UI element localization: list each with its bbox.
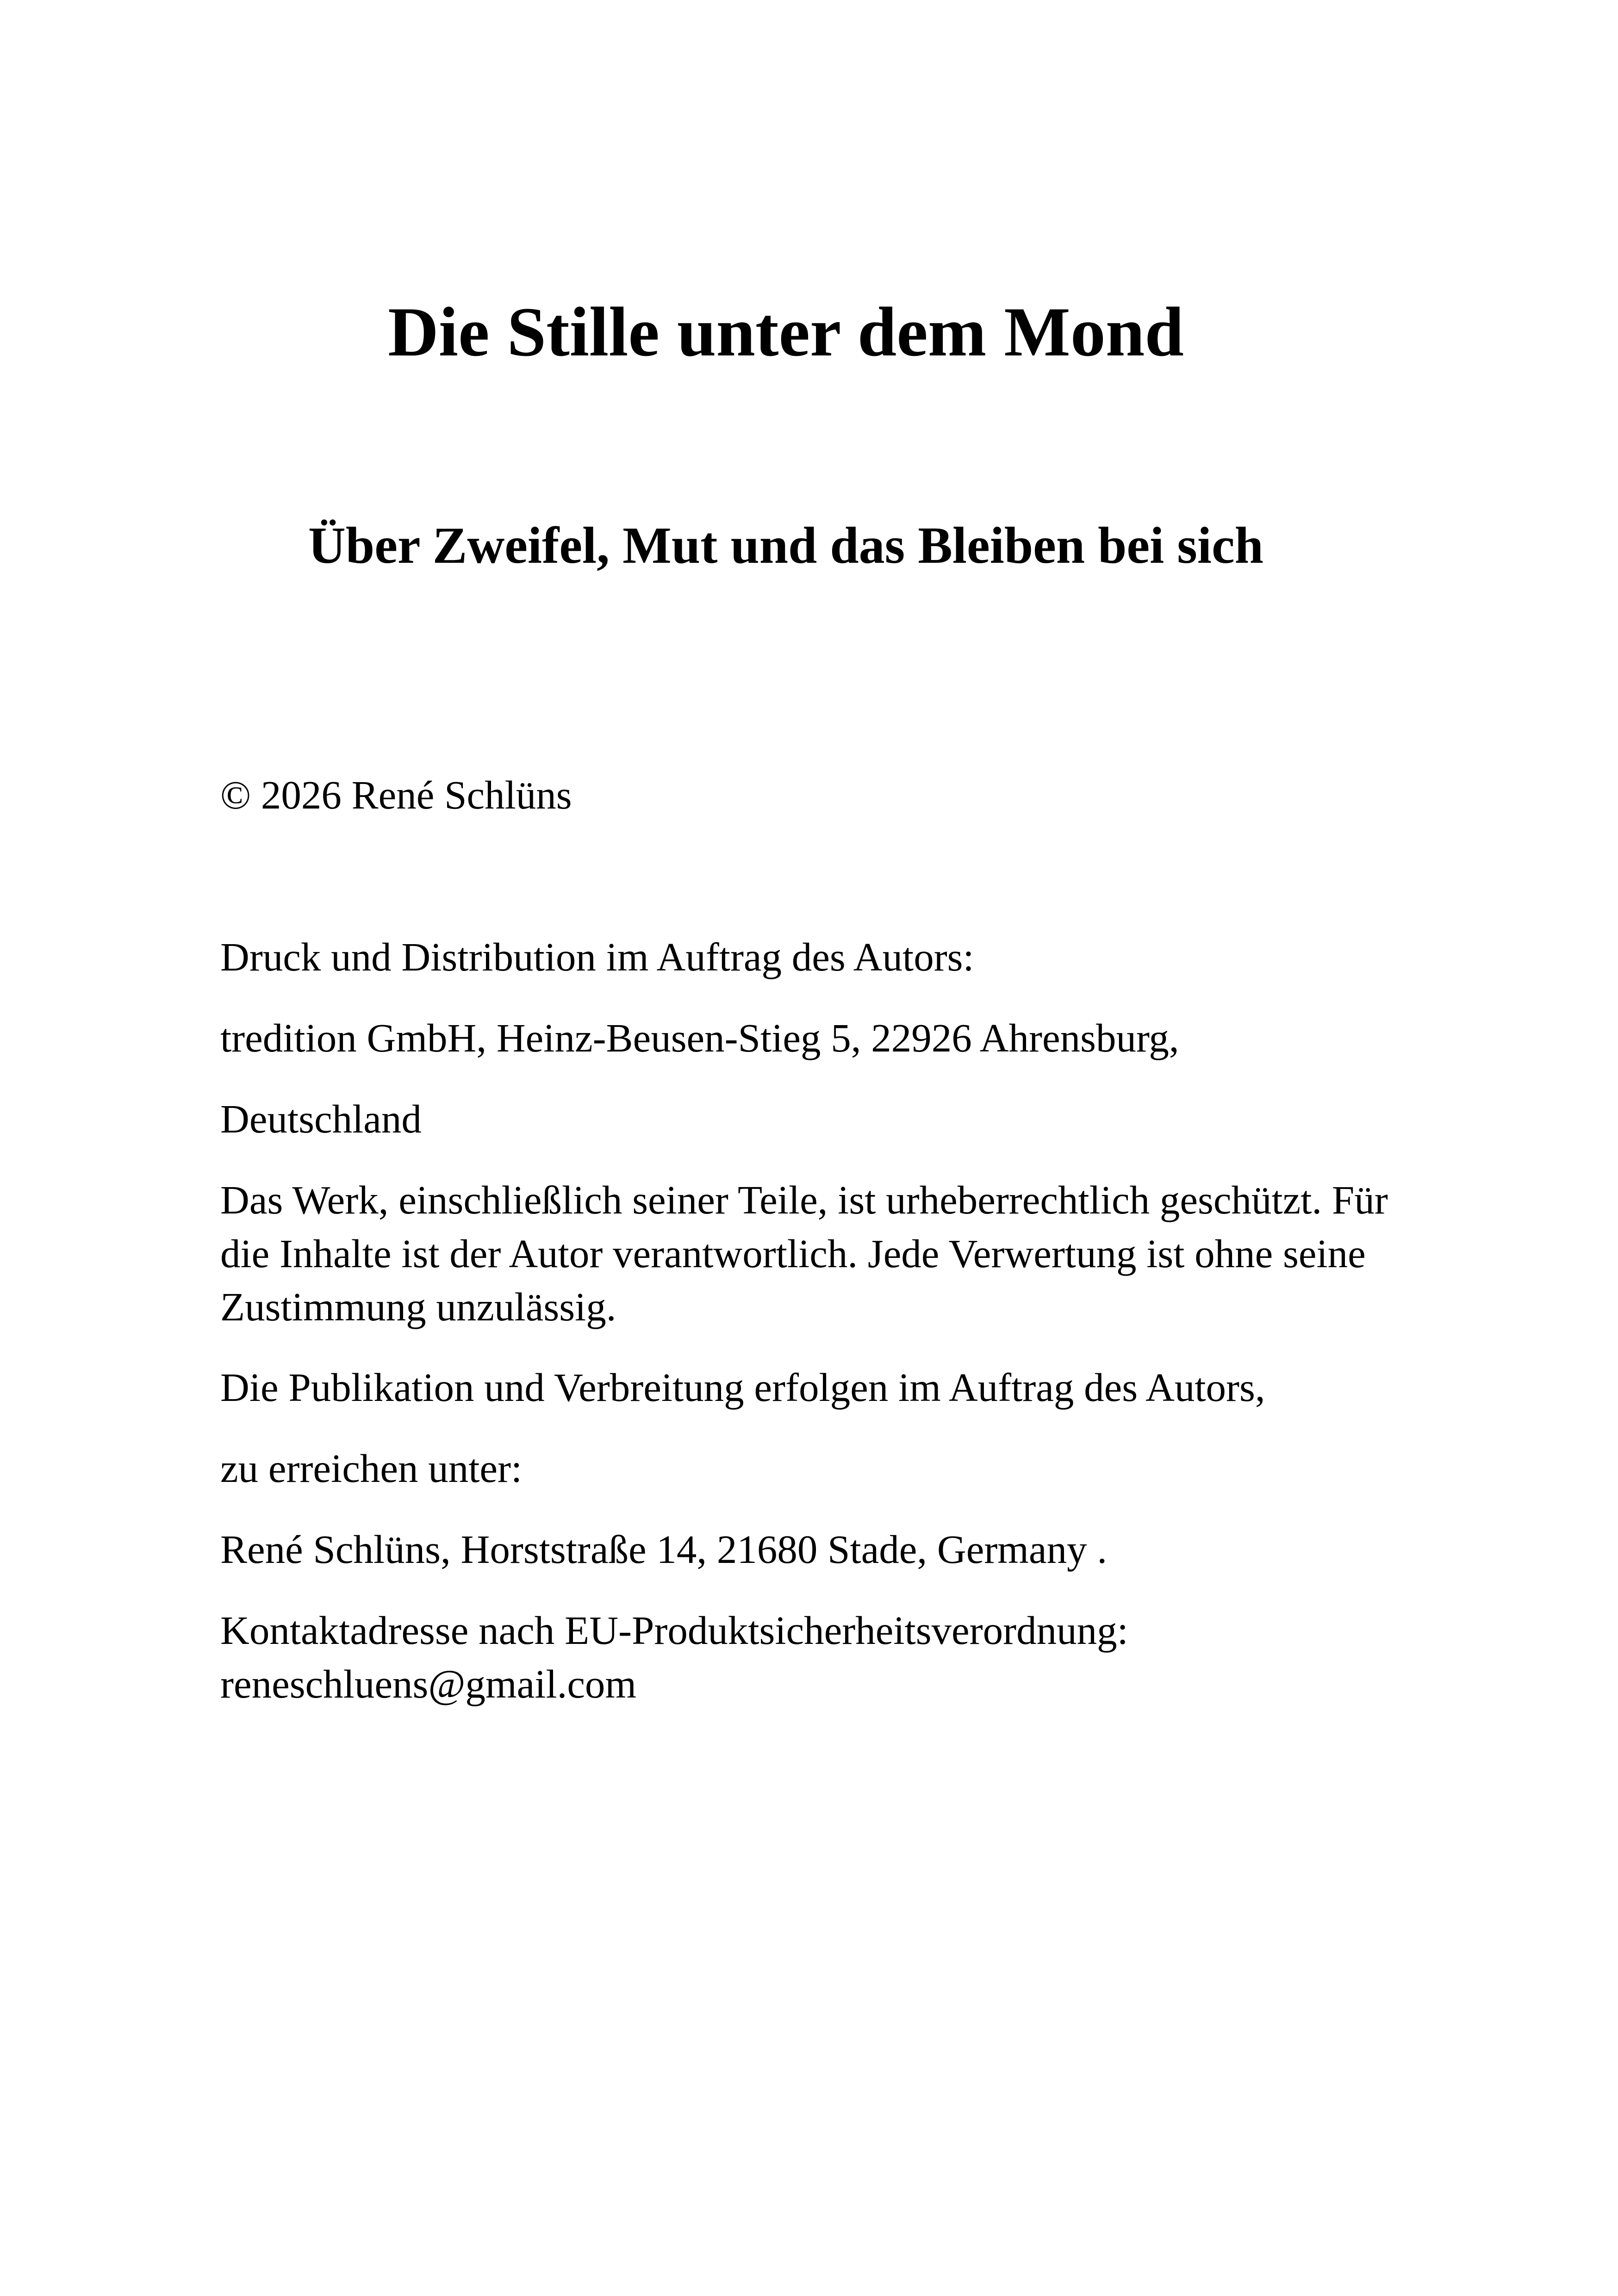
- book-title: Die Stille unter dem Mond: [388, 293, 1184, 371]
- book-subtitle: Über Zweifel, Mut und das Bleiben bei sich: [308, 517, 1263, 574]
- publisher-address: tredition GmbH, Heinz-Beusen-Stieg 5, 22926 Ahrensburg,: [220, 1015, 1179, 1060]
- publication-notice: Die Publikation und Verbreitung erfolgen im Auftrag des Autors,: [220, 1365, 1265, 1410]
- copyright-line: © 2026 René Schlüns: [220, 772, 572, 817]
- author-address: René Schlüns, Horststraße 14, 21680 Stade, Germany .: [220, 1527, 1108, 1572]
- contact-notice: Kontaktadresse nach EU-Produktsicherheitsverordnung: reneschluens@gmail.com: [220, 1608, 1128, 1706]
- publisher-country: Deutschland: [220, 1096, 422, 1141]
- rights-notice: Das Werk, einschließlich seiner Teile, ist urheberrechtlich geschützt. Für die Inhalte ist der Autor verantwortlich. Jede Verwertung ist ohne seine Zustimmung unzulässig.: [220, 1177, 1388, 1330]
- reach-label: zu erreichen unter:: [220, 1446, 523, 1491]
- print-label: Druck und Distribution im Auftrag des Autors:: [220, 934, 974, 979]
